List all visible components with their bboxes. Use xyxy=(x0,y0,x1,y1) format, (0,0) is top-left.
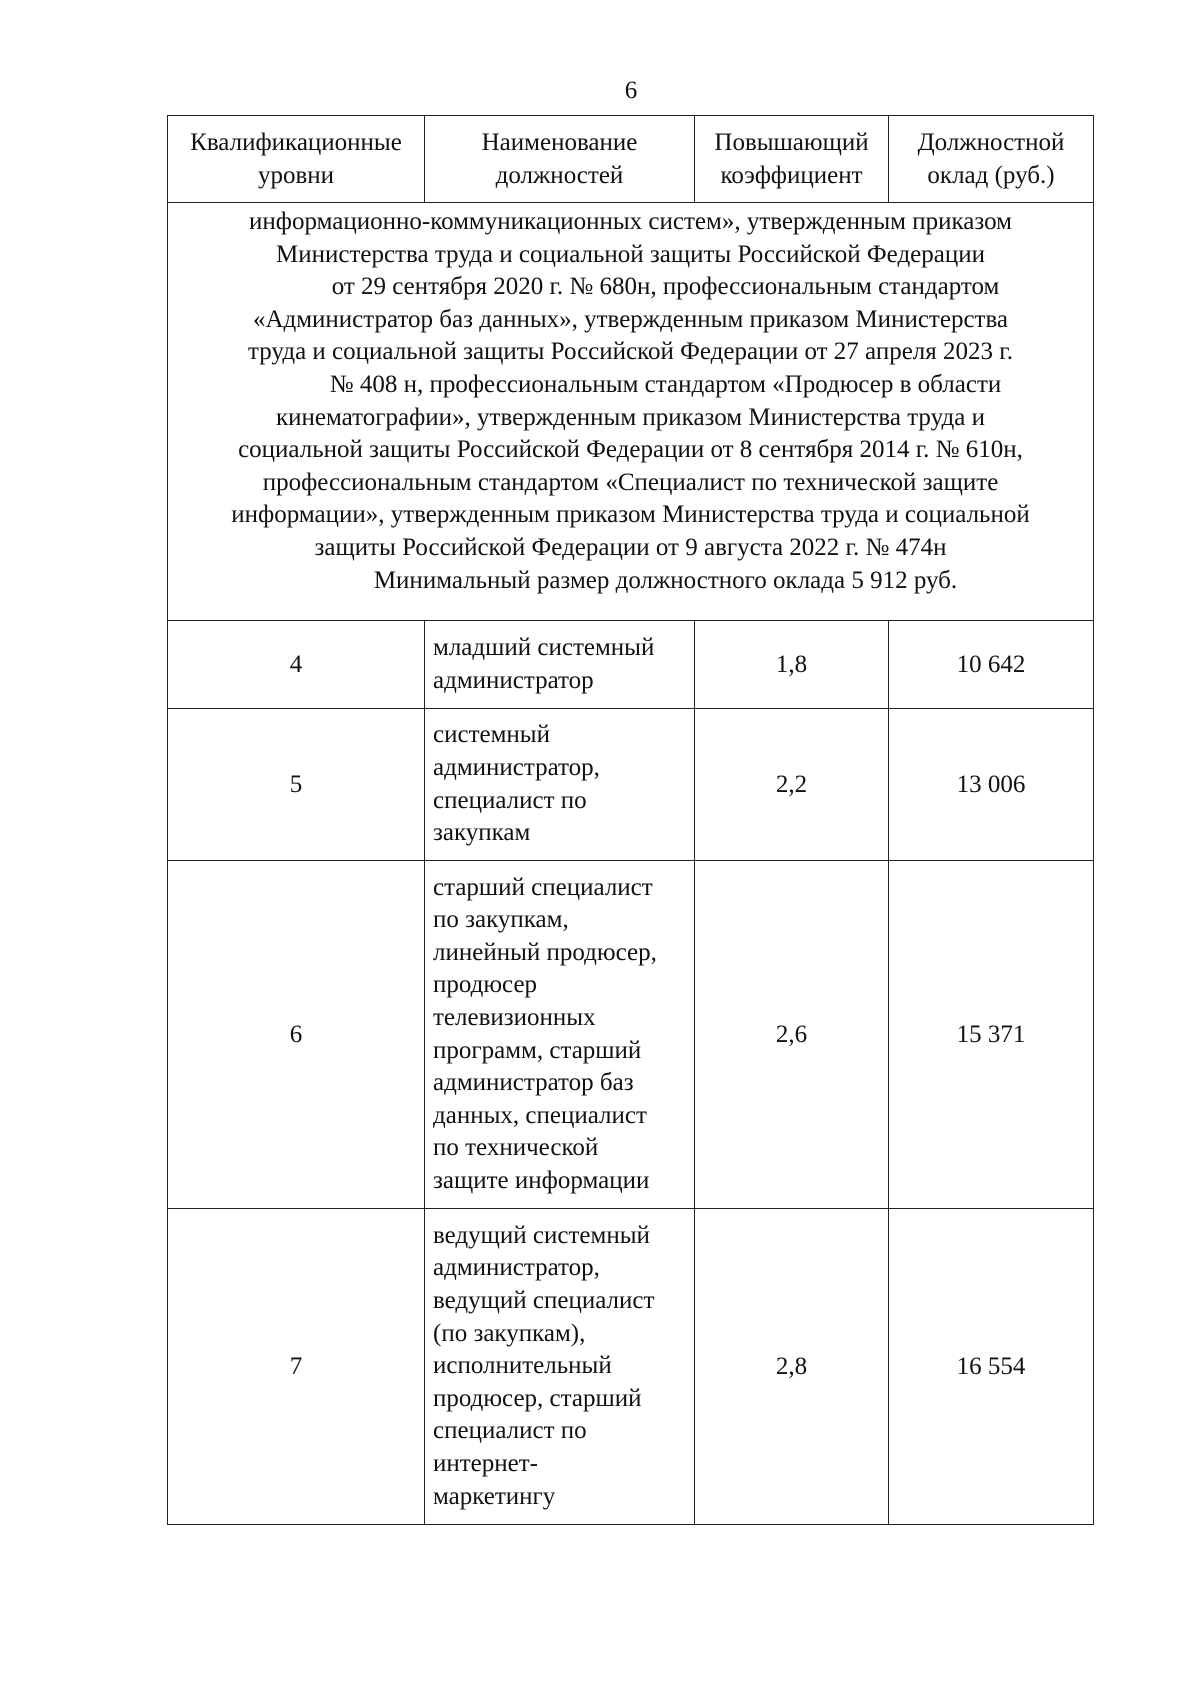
note-row xyxy=(168,203,1094,621)
table-row xyxy=(168,861,1094,1209)
level-cell: 6 xyxy=(168,861,425,1209)
coefficient-cell: 2,8 xyxy=(695,1209,889,1525)
header-position-names: Наименование должностей xyxy=(425,116,695,203)
position-cell: ведущий системный администратор, ведущий специалист (по закупкам), исполнительный продюсер, старший специалист по интернет- маркетингу xyxy=(425,1209,695,1525)
table-row xyxy=(168,709,1094,861)
coefficient-cell: 2,6 xyxy=(695,861,889,1209)
position-cell: старший специалист по закупкам, линейный продюсер, продюсер телевизионных программ, старший администратор баз данных, специалист по технической защите информации xyxy=(425,861,695,1209)
table-header-row xyxy=(168,116,1094,203)
salary-table xyxy=(167,115,1094,1525)
level-cell: 7 xyxy=(168,1209,425,1525)
position-cell: системный администратор, специалист по закупкам xyxy=(425,709,695,861)
salary-cell: 13 006 xyxy=(889,709,1094,861)
page-number: 6 xyxy=(624,77,638,104)
standards-note: информационно-коммуникационных систем», утвержденным приказом Министерства труда и социальной защиты Российской Федерации от 29 сентября 2020 г. № 680н, профессиональным стандартом «Администратор баз данных», утвержденным приказом Министерства труда и социальной защиты Российской Федерации от 27 апреля 2023 г. № 408 н, профессиональным стандартом «Продюсер в области кинематографии», утвержденным приказом Министерства труда и социальной защиты Российской Федерации от 8 сентября 2014 г. № 610н, профессиональным стандартом «Специалист по технической защите информации», утвержденным приказом Министерства труда и социальной защиты Российской Федерации от 9 августа 2022 г. № 474н Минимальный размер должностного оклада 5 912 руб. xyxy=(168,203,1094,621)
table-row xyxy=(168,1209,1094,1525)
salary-cell: 10 642 xyxy=(889,621,1094,709)
header-coefficient: Повышающий коэффициент xyxy=(695,116,889,203)
level-cell: 5 xyxy=(168,709,425,861)
position-cell: младший системный администратор xyxy=(425,621,695,709)
header-qualification-levels: Квалификационные уровни xyxy=(168,116,425,203)
header-salary: Должностной оклад (руб.) xyxy=(889,116,1094,203)
salary-cell: 15 371 xyxy=(889,861,1094,1209)
coefficient-cell: 1,8 xyxy=(695,621,889,709)
salary-cell: 16 554 xyxy=(889,1209,1094,1525)
coefficient-cell: 2,2 xyxy=(695,709,889,861)
level-cell: 4 xyxy=(168,621,425,709)
table-row xyxy=(168,621,1094,709)
